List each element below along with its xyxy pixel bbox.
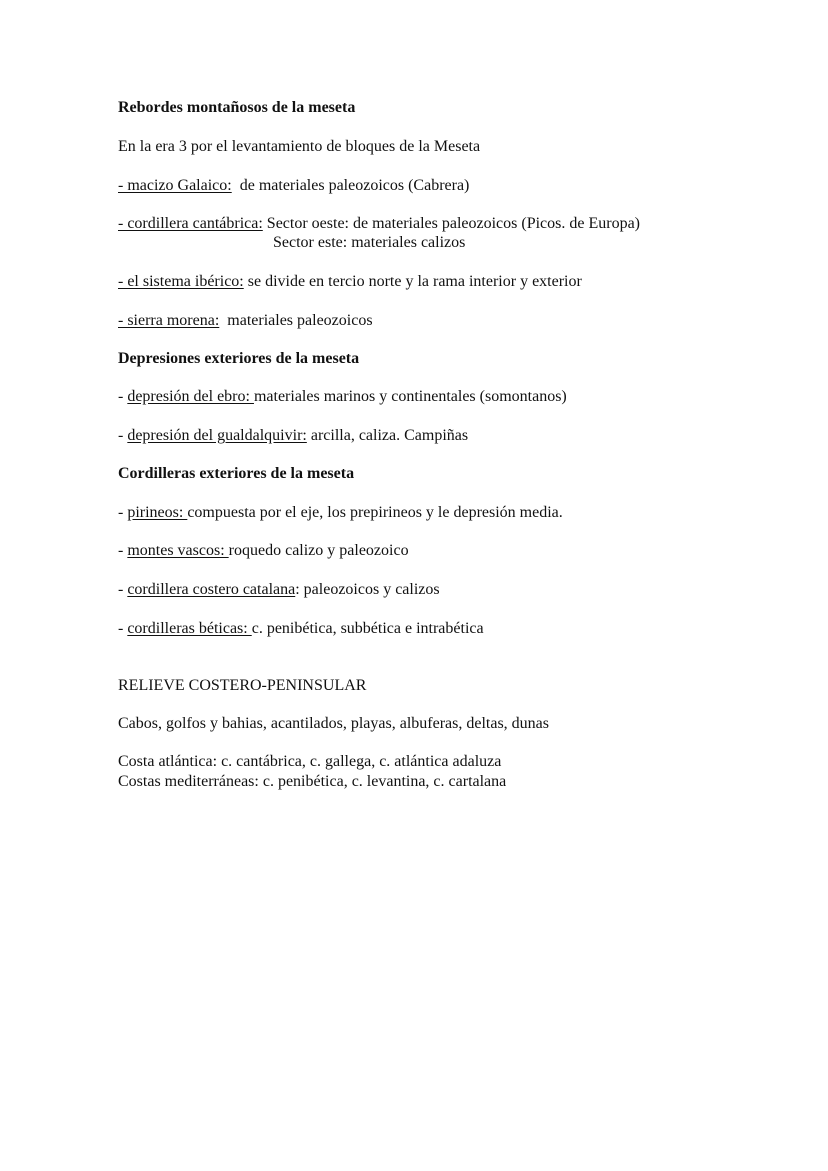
paragraph: Cabos, golfos y bahias, acantilados, playas, albuferas, deltas, dunas xyxy=(118,715,549,732)
list-item xyxy=(118,580,440,600)
item-text: de materiales paleozoicos (Cabrera) xyxy=(231,177,470,194)
list-item xyxy=(118,214,640,234)
intro-text: En la era 3 por el levantamiento de bloques de la Meseta xyxy=(118,138,481,155)
item-prefix: - xyxy=(118,427,128,444)
list-item xyxy=(118,176,469,196)
list-item xyxy=(118,426,468,446)
item-label: cordilleras béticas: xyxy=(127,620,252,637)
item-prefix: - xyxy=(118,620,128,637)
list-item xyxy=(118,619,484,639)
item-label: - macizo Galaico: xyxy=(118,177,232,194)
item-prefix: - xyxy=(118,504,128,521)
item-label: depresión del ebro: xyxy=(127,388,254,405)
section-heading: RELIEVE COSTERO-PENINSULAR xyxy=(118,677,367,694)
item-text: materiales paleozoicos xyxy=(219,312,373,329)
section-heading: Rebordes montañosos de la meseta xyxy=(118,99,356,116)
item-label: montes vascos: xyxy=(127,542,229,559)
item-text-continuation: Sector este: materiales calizos xyxy=(273,234,466,251)
item-prefix: - xyxy=(118,581,128,598)
item-label: - sierra morena: xyxy=(118,312,220,329)
item-text: compuesta por el eje, los prepirineos y le depresión media. xyxy=(187,504,563,521)
item-label: depresión del gualdalquivir: xyxy=(127,427,307,444)
list-item xyxy=(118,503,563,523)
item-text: : paleozoicos y calizos xyxy=(295,581,440,598)
list-item xyxy=(118,541,409,561)
item-label: cordillera costero catalana xyxy=(127,581,296,598)
item-prefix: - xyxy=(118,542,128,559)
section-heading: Cordilleras exteriores de la meseta xyxy=(118,465,355,482)
list-item xyxy=(118,272,582,292)
item-text: Sector oeste: de materiales paleozoicos (Picos. de Europa) xyxy=(262,215,640,232)
item-prefix: - xyxy=(118,388,128,405)
item-text: se divide en tercio norte y la rama interior y exterior xyxy=(243,273,582,290)
item-label: - cordillera cantábrica: xyxy=(118,215,263,232)
item-label: pirineos: xyxy=(127,504,188,521)
paragraph: Costa atlántica: c. cantábrica, c. gallega, c. atlántica adaluza xyxy=(118,753,502,770)
section-heading: Depresiones exteriores de la meseta xyxy=(118,350,360,367)
item-text: arcilla, caliza. Campiñas xyxy=(306,427,469,444)
list-item xyxy=(118,311,373,331)
paragraph: Costas mediterráneas: c. penibética, c. levantina, c. cartalana xyxy=(118,773,507,790)
item-label: - el sistema ibérico: xyxy=(118,273,244,290)
item-text: c. penibética, subbética e intrabética xyxy=(251,620,484,637)
item-text: roquedo calizo y paleozoico xyxy=(228,542,409,559)
list-item xyxy=(118,387,567,407)
item-text: materiales marinos y continentales (somontanos) xyxy=(253,388,567,405)
